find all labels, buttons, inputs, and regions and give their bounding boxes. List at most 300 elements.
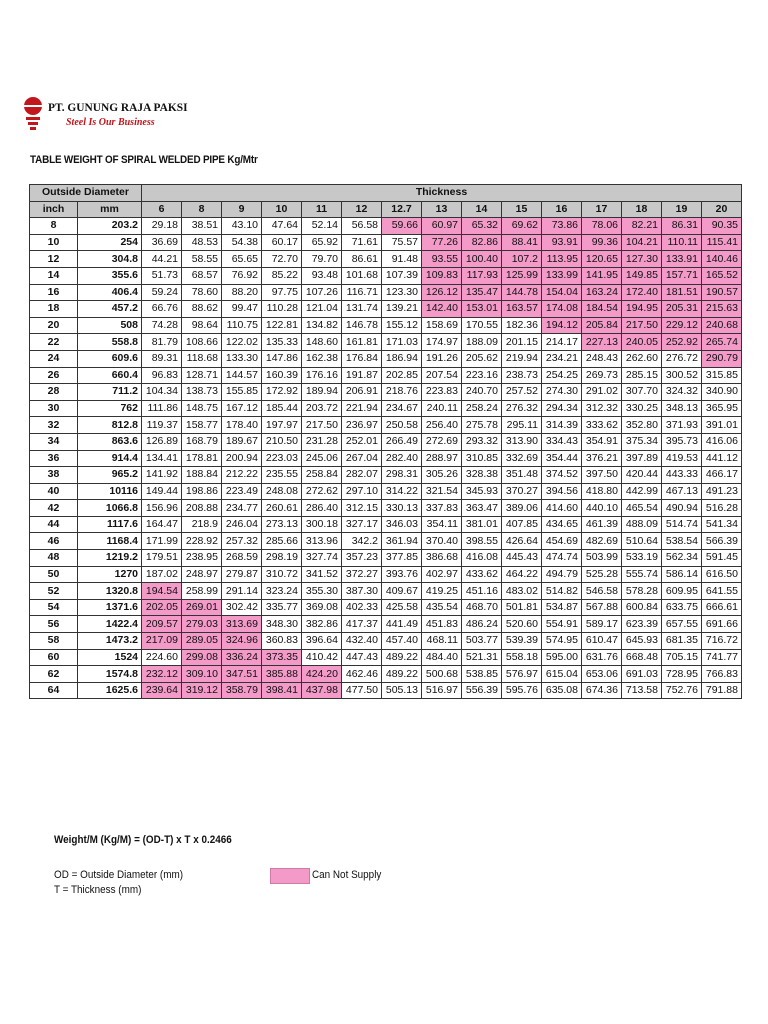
weight-cell: 334.43 [542, 433, 582, 450]
weight-cell: 354.91 [582, 433, 622, 450]
weight-cell: 510.64 [622, 533, 662, 550]
weight-cell: 340.90 [702, 384, 742, 401]
table-row [30, 350, 742, 367]
table-row [30, 550, 742, 567]
weight-cell: 691.03 [622, 666, 662, 683]
weight-cell-cannot-supply: 269.01 [182, 599, 222, 616]
mm-cell: 1066.8 [78, 500, 142, 517]
weight-cell-cannot-supply: 165.52 [702, 267, 742, 284]
weight-cell: 168.79 [182, 433, 222, 450]
weight-cell: 110.75 [222, 317, 262, 334]
thickness-column-header: 20 [702, 201, 742, 218]
weight-cell: 752.76 [662, 682, 702, 699]
weight-cell-cannot-supply: 99.36 [582, 234, 622, 251]
weight-cell: 162.38 [302, 350, 342, 367]
table-row [30, 400, 742, 417]
weight-cell: 442.99 [622, 483, 662, 500]
weight-cell: 282.07 [342, 467, 382, 484]
weight-cell: 514.82 [542, 583, 582, 600]
weight-cell: 189.67 [222, 433, 262, 450]
weight-cell: 260.61 [262, 500, 302, 517]
thickness-header: Thickness [142, 185, 742, 202]
weight-cell: 377.85 [382, 550, 422, 567]
mm-cell: 558.8 [78, 334, 142, 351]
weight-cell: 85.22 [262, 267, 302, 284]
weight-cell-cannot-supply: 240.05 [622, 334, 662, 351]
weight-cell: 348.13 [662, 400, 702, 417]
weight-cell: 258.84 [302, 467, 342, 484]
weight-cell-cannot-supply: 290.79 [702, 350, 742, 367]
weight-cell: 541.34 [702, 516, 742, 533]
weight-cell: 122.81 [262, 317, 302, 334]
weight-cell: 546.58 [582, 583, 622, 600]
thickness-column-header: 6 [142, 201, 182, 218]
weight-cell: 91.48 [382, 251, 422, 268]
weight-cell: 139.21 [382, 301, 422, 318]
weight-cell: 467.13 [662, 483, 702, 500]
weight-cell: 218.76 [382, 384, 422, 401]
weight-cell: 300.52 [662, 367, 702, 384]
weight-cell: 44.21 [142, 251, 182, 268]
mm-cell: 1574.8 [78, 666, 142, 683]
weight-cell: 146.78 [342, 317, 382, 334]
weight-cell: 245.06 [302, 450, 342, 467]
weight-cell: 516.97 [422, 682, 462, 699]
weight-cell: 391.01 [702, 417, 742, 434]
weight-cell: 586.14 [662, 566, 702, 583]
weight-cell: 352.80 [622, 417, 662, 434]
inch-cell: 36 [30, 450, 78, 467]
weight-cell-cannot-supply: 113.95 [542, 251, 582, 268]
weight-cell-cannot-supply: 240.68 [702, 317, 742, 334]
weight-cell: 256.40 [422, 417, 462, 434]
mm-cell: 1219.2 [78, 550, 142, 567]
mm-column-header: mm [78, 201, 142, 218]
weight-cell-cannot-supply: 279.03 [182, 616, 222, 633]
weight-cell: 414.60 [542, 500, 582, 517]
weight-cell: 313.96 [302, 533, 342, 550]
logo-mark-icon [22, 96, 44, 130]
weight-cell: 176.84 [342, 350, 382, 367]
weight-cell: 416.08 [462, 550, 502, 567]
weight-cell: 79.70 [302, 251, 342, 268]
weight-cell: 66.76 [142, 301, 182, 318]
weight-cell: 75.57 [382, 234, 422, 251]
weight-cell: 158.77 [182, 417, 222, 434]
weight-cell: 466.17 [702, 467, 742, 484]
weight-cell-cannot-supply: 77.26 [422, 234, 462, 251]
weight-cell: 330.25 [622, 400, 662, 417]
mm-cell: 863.6 [78, 433, 142, 450]
weight-cell: 65.92 [302, 234, 342, 251]
weight-cell: 369.08 [302, 599, 342, 616]
weight-cell: 454.69 [542, 533, 582, 550]
table-row [30, 666, 742, 683]
weight-cell: 461.39 [582, 516, 622, 533]
weight-cell: 282.40 [382, 450, 422, 467]
weight-cell: 254.25 [542, 367, 582, 384]
weight-cell: 668.48 [622, 649, 662, 666]
weight-cell: 609.95 [662, 583, 702, 600]
weight-cell-cannot-supply: 347.51 [222, 666, 262, 683]
weight-cell-cannot-supply: 141.95 [582, 267, 622, 284]
weight-cell: 161.81 [342, 334, 382, 351]
weight-cell-cannot-supply: 398.41 [262, 682, 302, 699]
weight-cell: 172.92 [262, 384, 302, 401]
inch-cell: 52 [30, 583, 78, 600]
weight-cell: 425.58 [382, 599, 422, 616]
weight-cell: 141.92 [142, 467, 182, 484]
weight-cell: 674.36 [582, 682, 622, 699]
weight-cell: 179.51 [142, 550, 182, 567]
weight-cell: 295.11 [502, 417, 542, 434]
mm-cell: 304.8 [78, 251, 142, 268]
thickness-column-header: 12.7 [382, 201, 422, 218]
weight-cell: 71.61 [342, 234, 382, 251]
weight-cell: 138.73 [182, 384, 222, 401]
inch-cell: 48 [30, 550, 78, 567]
weight-cell: 363.47 [462, 500, 502, 517]
weight-cell: 328.38 [462, 467, 502, 484]
weight-cell: 238.95 [182, 550, 222, 567]
mm-cell: 762 [78, 400, 142, 417]
weight-cell: 246.04 [222, 516, 262, 533]
weight-cell: 78.60 [182, 284, 222, 301]
weight-cell-cannot-supply: 90.35 [702, 218, 742, 235]
weight-cell: 107.39 [382, 267, 422, 284]
table-row [30, 218, 742, 235]
mm-cell: 1473.2 [78, 633, 142, 650]
weight-cell: 341.52 [302, 566, 342, 583]
weight-cell-cannot-supply: 239.64 [142, 682, 182, 699]
weight-cell: 186.94 [382, 350, 422, 367]
weight-cell: 375.34 [622, 433, 662, 450]
weight-cell: 310.72 [262, 566, 302, 583]
inch-cell: 54 [30, 599, 78, 616]
weight-cell: 441.12 [702, 450, 742, 467]
weight-cell: 293.32 [462, 433, 502, 450]
pipe-weight-table [29, 184, 742, 699]
inch-cell: 50 [30, 566, 78, 583]
weight-cell: 291.14 [222, 583, 262, 600]
weight-cell: 474.74 [542, 550, 582, 567]
table-row [30, 516, 742, 533]
weight-cell: 171.03 [382, 334, 422, 351]
weight-cell: 576.97 [502, 666, 542, 683]
weight-cell: 314.22 [382, 483, 422, 500]
table-row [30, 251, 742, 268]
inch-cell: 24 [30, 350, 78, 367]
mm-cell: 1371.6 [78, 599, 142, 616]
weight-cell: 235.55 [262, 467, 302, 484]
weight-cell-cannot-supply: 229.12 [662, 317, 702, 334]
mm-cell: 711.2 [78, 384, 142, 401]
weight-cell: 501.81 [502, 599, 542, 616]
weight-cell: 170.55 [462, 317, 502, 334]
weight-cell: 171.99 [142, 533, 182, 550]
weight-cell: 176.16 [302, 367, 342, 384]
weight-cell-cannot-supply: 69.62 [502, 218, 542, 235]
weight-cell: 516.28 [702, 500, 742, 517]
mm-cell: 660.4 [78, 367, 142, 384]
weight-cell: 68.57 [182, 267, 222, 284]
weight-cell: 208.88 [182, 500, 222, 517]
weight-cell: 402.97 [422, 566, 462, 583]
weight-cell: 108.66 [182, 334, 222, 351]
weight-cell: 525.28 [582, 566, 622, 583]
weight-cell: 407.85 [502, 516, 542, 533]
weight-cell: 43.10 [222, 218, 262, 235]
table-row [30, 234, 742, 251]
weight-cell: 484.40 [422, 649, 462, 666]
weight-cell: 503.99 [582, 550, 622, 567]
weight-cell: 279.87 [222, 566, 262, 583]
weight-cell: 65.65 [222, 251, 262, 268]
weight-cell: 445.43 [502, 550, 542, 567]
weight-cell: 490.94 [662, 500, 702, 517]
weight-cell-cannot-supply: 299.08 [182, 649, 222, 666]
weight-cell-cannot-supply: 82.86 [462, 234, 502, 251]
weight-cell: 486.24 [462, 616, 502, 633]
weight-cell: 258.99 [182, 583, 222, 600]
weight-formula: Weight/M (Kg/M) = (OD-T) x T x 0.2466 [54, 834, 232, 846]
weight-cell: 635.08 [542, 682, 582, 699]
weight-cell: 262.60 [622, 350, 662, 367]
weight-cell-cannot-supply: 65.32 [462, 218, 502, 235]
weight-cell: 558.18 [502, 649, 542, 666]
weight-cell: 185.44 [262, 400, 302, 417]
weight-cell: 567.88 [582, 599, 622, 616]
weight-cell-cannot-supply: 140.46 [702, 251, 742, 268]
weight-cell: 228.92 [182, 533, 222, 550]
weight-cell: 419.53 [662, 450, 702, 467]
inch-cell: 26 [30, 367, 78, 384]
weight-cell: 197.97 [262, 417, 302, 434]
weight-cell: 122.02 [222, 334, 262, 351]
weight-cell-cannot-supply: 157.71 [662, 267, 702, 284]
weight-cell: 483.02 [502, 583, 542, 600]
weight-cell: 97.75 [262, 284, 302, 301]
weight-cell: 616.50 [702, 566, 742, 583]
inch-cell: 62 [30, 666, 78, 683]
mm-cell: 1625.6 [78, 682, 142, 699]
weight-cell: 705.15 [662, 649, 702, 666]
weight-cell: 464.22 [502, 566, 542, 583]
weight-cell: 615.04 [542, 666, 582, 683]
weight-cell: 482.69 [582, 533, 622, 550]
table-row [30, 417, 742, 434]
weight-cell: 370.40 [422, 533, 462, 550]
table-row [30, 450, 742, 467]
weight-cell: 149.44 [142, 483, 182, 500]
weight-cell: 164.47 [142, 516, 182, 533]
weight-cell: 48.53 [182, 234, 222, 251]
weight-cell: 533.19 [622, 550, 662, 567]
weight-cell: 361.94 [382, 533, 422, 550]
weight-cell: 534.87 [542, 599, 582, 616]
weight-cell: 434.65 [542, 516, 582, 533]
page-title: TABLE WEIGHT OF SPIRAL WELDED PIPE Kg/Mtr [30, 154, 258, 166]
weight-cell-cannot-supply: 100.40 [462, 251, 502, 268]
weight-cell: 148.75 [182, 400, 222, 417]
weight-cell-cannot-supply: 202.05 [142, 599, 182, 616]
weight-cell-cannot-supply: 93.55 [422, 251, 462, 268]
weight-cell: 47.64 [262, 218, 302, 235]
weight-cell: 342.2 [342, 533, 382, 550]
weight-cell: 298.31 [382, 467, 422, 484]
weight-cell: 167.12 [222, 400, 262, 417]
od-definition: OD = Outside Diameter (mm) [54, 869, 184, 881]
weight-cell-cannot-supply: 190.57 [702, 284, 742, 301]
weight-cell: 104.34 [142, 384, 182, 401]
weight-cell: 93.48 [302, 267, 342, 284]
weight-cell: 201.15 [502, 334, 542, 351]
weight-cell: 566.39 [702, 533, 742, 550]
weight-cell: 188.84 [182, 467, 222, 484]
weight-cell: 418.80 [582, 483, 622, 500]
weight-cell: 416.06 [702, 433, 742, 450]
weight-cell: 398.55 [462, 533, 502, 550]
weight-cell-cannot-supply: 133.91 [662, 251, 702, 268]
weight-cell-cannot-supply: 252.92 [662, 334, 702, 351]
weight-cell: 298.19 [262, 550, 302, 567]
weight-cell: 426.64 [502, 533, 542, 550]
weight-cell: 333.62 [582, 417, 622, 434]
cannot-supply-label: Can Not Supply [312, 869, 382, 881]
weight-cell: 610.47 [582, 633, 622, 650]
cannot-supply-swatch [270, 868, 310, 884]
table-row [30, 533, 742, 550]
weight-cell: 305.26 [422, 467, 462, 484]
weight-cell-cannot-supply: 215.63 [702, 301, 742, 318]
table-body [30, 218, 742, 699]
weight-cell: 666.61 [702, 599, 742, 616]
weight-cell: 258.24 [462, 400, 502, 417]
weight-cell-cannot-supply: 358.79 [222, 682, 262, 699]
inch-cell: 46 [30, 533, 78, 550]
weight-cell: 435.54 [422, 599, 462, 616]
inch-cell: 20 [30, 317, 78, 334]
weight-cell: 397.89 [622, 450, 662, 467]
weight-cell-cannot-supply: 142.40 [422, 301, 462, 318]
weight-cell: 88.62 [182, 301, 222, 318]
inch-cell: 58 [30, 633, 78, 650]
weight-cell: 302.42 [222, 599, 262, 616]
weight-cell: 335.77 [262, 599, 302, 616]
weight-cell-cannot-supply: 117.93 [462, 267, 502, 284]
weight-cell: 314.39 [542, 417, 582, 434]
weight-cell-cannot-supply: 149.85 [622, 267, 662, 284]
weight-cell: 156.96 [142, 500, 182, 517]
weight-cell-cannot-supply: 172.40 [622, 284, 662, 301]
weight-cell: 440.10 [582, 500, 622, 517]
weight-cell: 488.09 [622, 516, 662, 533]
weight-cell: 354.44 [542, 450, 582, 467]
weight-cell: 382.86 [302, 616, 342, 633]
weight-cell: 96.83 [142, 367, 182, 384]
weight-cell: 200.94 [222, 450, 262, 467]
weight-cell-cannot-supply: 163.24 [582, 284, 622, 301]
weight-cell-cannot-supply: 205.31 [662, 301, 702, 318]
mm-cell: 10116 [78, 483, 142, 500]
weight-cell-cannot-supply: 373.35 [262, 649, 302, 666]
weight-cell: 123.30 [382, 284, 422, 301]
inch-column-header: inch [30, 201, 78, 218]
weight-cell: 285.66 [262, 533, 302, 550]
weight-cell: 234.77 [222, 500, 262, 517]
inch-cell: 12 [30, 251, 78, 268]
weight-cell: 589.17 [582, 616, 622, 633]
weight-cell: 285.15 [622, 367, 662, 384]
weight-cell: 236.97 [342, 417, 382, 434]
weight-cell: 370.27 [502, 483, 542, 500]
weight-cell: 641.55 [702, 583, 742, 600]
weight-cell: 214.17 [542, 334, 582, 351]
mm-cell: 609.6 [78, 350, 142, 367]
weight-cell: 600.84 [622, 599, 662, 616]
mm-cell: 1524 [78, 649, 142, 666]
weight-cell-cannot-supply: 110.11 [662, 234, 702, 251]
weight-cell-cannot-supply: 265.74 [702, 334, 742, 351]
weight-cell: 312.15 [342, 500, 382, 517]
mm-cell: 457.2 [78, 301, 142, 318]
mm-cell: 1270 [78, 566, 142, 583]
weight-cell: 51.73 [142, 267, 182, 284]
weight-cell-cannot-supply: 127.30 [622, 251, 662, 268]
weight-cell: 491.23 [702, 483, 742, 500]
outside-diameter-header: Outside Diameter [30, 185, 142, 202]
weight-cell-cannot-supply: 59.66 [382, 218, 422, 235]
weight-cell: 372.27 [342, 566, 382, 583]
weight-cell-cannot-supply: 227.13 [582, 334, 622, 351]
weight-cell: 203.72 [302, 400, 342, 417]
weight-cell-cannot-supply: 88.41 [502, 234, 542, 251]
table-row [30, 301, 742, 318]
weight-cell: 462.46 [342, 666, 382, 683]
weight-cell: 291.02 [582, 384, 622, 401]
weight-cell: 386.68 [422, 550, 462, 567]
weight-cell: 273.13 [262, 516, 302, 533]
weight-cell: 76.92 [222, 267, 262, 284]
weight-cell: 257.32 [222, 533, 262, 550]
inch-cell: 34 [30, 433, 78, 450]
weight-cell: 591.45 [702, 550, 742, 567]
weight-cell: 419.25 [422, 583, 462, 600]
inch-cell: 60 [30, 649, 78, 666]
weight-cell: 135.33 [262, 334, 302, 351]
thickness-column-header: 11 [302, 201, 342, 218]
weight-cell: 374.52 [542, 467, 582, 484]
weight-cell: 468.11 [422, 633, 462, 650]
weight-cell: 538.54 [662, 533, 702, 550]
inch-cell: 42 [30, 500, 78, 517]
thickness-column-header: 10 [262, 201, 302, 218]
weight-cell: 348.30 [262, 616, 302, 633]
company-tagline: Steel Is Our Business [66, 117, 155, 128]
weight-cell: 489.22 [382, 649, 422, 666]
thickness-column-header: 17 [582, 201, 622, 218]
weight-cell-cannot-supply: 205.84 [582, 317, 622, 334]
inch-cell: 28 [30, 384, 78, 401]
weight-cell: 294.34 [542, 400, 582, 417]
weight-cell: 58.55 [182, 251, 222, 268]
weight-cell: 631.76 [582, 649, 622, 666]
weight-cell: 276.72 [662, 350, 702, 367]
weight-cell: 274.30 [542, 384, 582, 401]
weight-cell: 357.23 [342, 550, 382, 567]
table-row [30, 566, 742, 583]
weight-cell-cannot-supply: 78.06 [582, 218, 622, 235]
